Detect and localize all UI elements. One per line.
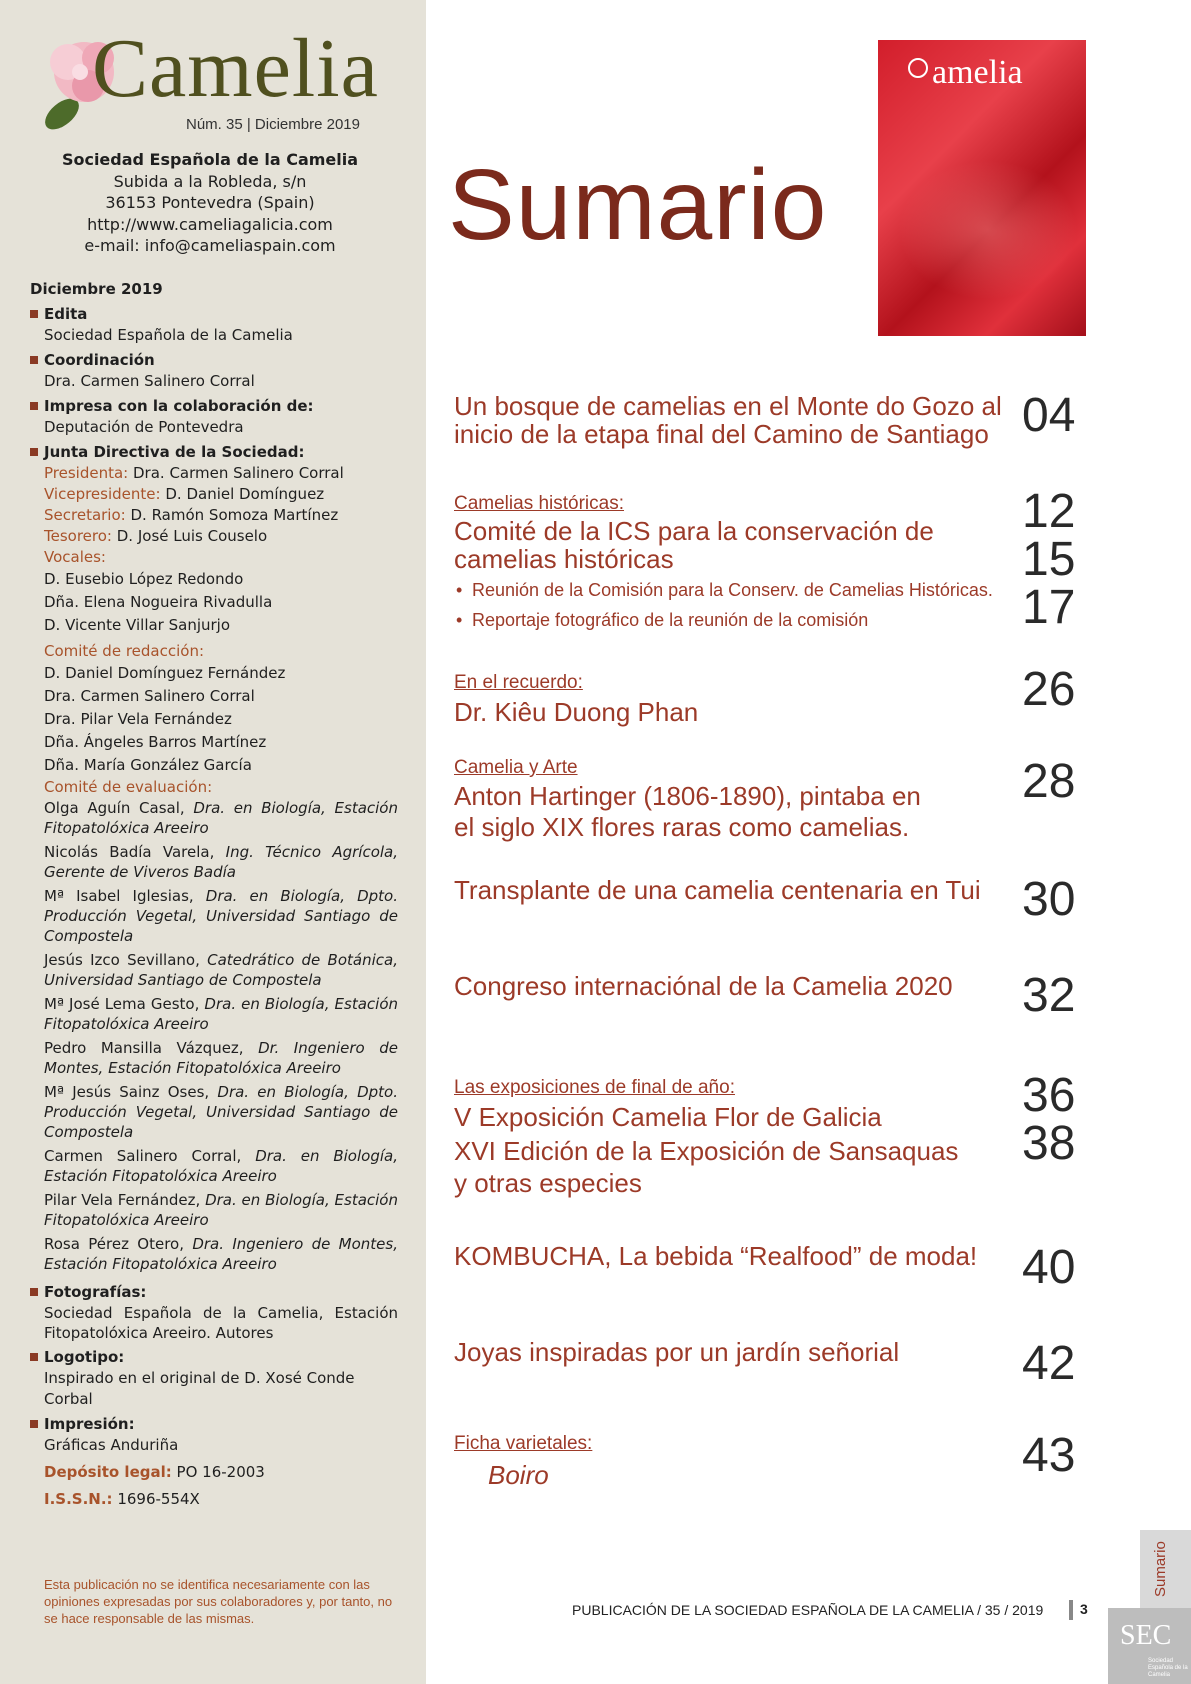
evaluacion-item bbox=[30, 1234, 398, 1274]
redaccion-item: Dña. Ángeles Barros Martínez bbox=[44, 733, 267, 751]
evaluator-name: Mª Jesús Sainz Oses, bbox=[44, 1083, 210, 1101]
impresion-heading: Impresión: bbox=[30, 1414, 398, 1435]
vocal-item: Dña. Elena Nogueira Rivadulla bbox=[44, 593, 273, 611]
evaluacion-label: Comité de evaluación: bbox=[44, 778, 213, 796]
toc-page-number: 32 bbox=[1022, 969, 1076, 1022]
magazine-cover-image bbox=[878, 40, 1086, 336]
toc-subitem: • Reportaje fotográfico de la reunión de la comisión bbox=[454, 609, 1054, 631]
issue-date: Diciembre 2019 bbox=[30, 280, 163, 298]
toc-article: Transplante de una camelia centenaria en Tui bbox=[454, 875, 981, 905]
toc-article: Boiro bbox=[488, 1460, 549, 1490]
evaluator-role: Dra. en Biología, Estación Fitopatolóxica Areeiro bbox=[44, 1191, 398, 1229]
evaluator-role: Dr. Ingeniero de Montes, Estación Fitopatolóxica Areeiro bbox=[44, 1039, 398, 1077]
evaluacion-item bbox=[30, 1038, 398, 1078]
toc-page-number: 15 bbox=[1022, 533, 1076, 586]
deposito-value: PO 16-2003 bbox=[176, 1463, 265, 1481]
vocal-item: D. Eusebio López Redondo bbox=[44, 570, 244, 588]
logotipo-heading: Logotipo: bbox=[30, 1347, 398, 1368]
redaccion-item: D. Daniel Domínguez Fernández bbox=[44, 664, 286, 682]
org-email-link[interactable]: e-mail: info@cameliaspain.com bbox=[84, 236, 336, 255]
toc-article: Anton Hartinger (1806-1890), pintaba en el siglo XIX flores raras como camelias. bbox=[454, 781, 921, 842]
coordinacion-heading: Coordinación bbox=[30, 350, 398, 371]
evaluacion-item bbox=[30, 798, 398, 838]
secretario-value: D. Ramón Somoza Martínez bbox=[130, 506, 339, 524]
toc-category: En el recuerdo: bbox=[454, 672, 583, 693]
issn-label: I.S.S.N.: bbox=[44, 1490, 113, 1508]
edita-heading: Edita bbox=[30, 304, 398, 325]
evaluator-name: Pedro Mansilla Vázquez, bbox=[44, 1039, 244, 1057]
deposito-label: Depósito legal: bbox=[44, 1463, 172, 1481]
evaluacion-item bbox=[30, 1082, 398, 1142]
toc-article: Dr. Kiêu Duong Phan bbox=[454, 697, 699, 727]
org-block bbox=[30, 149, 390, 257]
redaccion-item: Dra. Pilar Vela Fernández bbox=[44, 710, 232, 728]
evaluator-role: Dra. en Biología, Estación Fitopatolóxica Areeiro bbox=[44, 995, 398, 1033]
toc-article: Un bosque de camelias en el Monte do Gozo al inicio de la etapa final del Camino de Santiago bbox=[454, 391, 1002, 449]
evaluacion-item bbox=[30, 1190, 398, 1230]
sec-logo-text: SEC bbox=[1120, 1620, 1172, 1651]
evaluator-name: Mª Isabel Iglesias, bbox=[44, 887, 194, 905]
org-address-1: Subida a la Robleda, s/n bbox=[113, 171, 307, 191]
sec-logo bbox=[1108, 1608, 1191, 1684]
toc-page-number: 26 bbox=[1022, 663, 1076, 716]
toc-page-number: 43 bbox=[1022, 1429, 1076, 1482]
toc-page-number: 42 bbox=[1022, 1337, 1076, 1390]
logo-wordmark: Camelia bbox=[92, 22, 379, 115]
evaluator-name: Olga Aguín Casal, bbox=[44, 799, 185, 817]
evaluator-name: Rosa Pérez Otero, bbox=[44, 1235, 184, 1253]
evaluator-name: Carmen Salinero Corral, bbox=[44, 1147, 242, 1165]
redaccion-item: Dra. Carmen Salinero Corral bbox=[44, 687, 255, 705]
toc-article: Comité de la ICS para la conservación de camelias históricas bbox=[454, 516, 934, 574]
evaluator-name: Pilar Vela Fernández, bbox=[44, 1191, 201, 1209]
page-title: Sumario bbox=[448, 149, 828, 261]
coordinacion-value: Dra. Carmen Salinero Corral bbox=[44, 372, 255, 390]
toc-category: Camelias históricas: bbox=[454, 493, 624, 514]
toc-page-number: 12 bbox=[1022, 485, 1076, 538]
org-website-link[interactable]: http://www.cameliagalicia.com bbox=[87, 214, 333, 234]
redaccion-item: Dña. María González García bbox=[44, 756, 252, 774]
footer-publication-line: PUBLICACIÓN DE LA SOCIEDAD ESPAÑOLA DE LA CAMELIA / 35 / 2019 bbox=[572, 1602, 1044, 1618]
vice-value: D. Daniel Domínguez bbox=[165, 485, 325, 503]
camelia-logo bbox=[32, 22, 402, 136]
toc-entry[interactable] bbox=[454, 972, 1054, 1000]
evaluator-name: Mª José Lema Gesto, bbox=[44, 995, 200, 1013]
evaluator-role: Dra. en Biología, Dpto. Producción Vegetal, Universidad Santiago de Compostela bbox=[44, 887, 398, 945]
evaluator-role: Catedrático de Botánica, Universidad Santiago de Compostela bbox=[44, 951, 398, 989]
impresion-value: Gráficas Anduriña bbox=[44, 1436, 179, 1454]
cover-flower-icon bbox=[908, 58, 928, 78]
org-address-2: 36153 Pontevedra (Spain) bbox=[105, 193, 315, 212]
sec-logo-subtext: Sociedad Española de la Camelia bbox=[1148, 1658, 1188, 1678]
issue-number: Núm. 35 | Diciembre 2019 bbox=[186, 116, 360, 133]
toc-entry[interactable] bbox=[454, 1432, 1054, 1489]
evaluator-role: Dra. en Biología, Estación Fitopatolóxica Areeiro bbox=[44, 1147, 398, 1185]
vocal-item: D. Vicente Villar Sanjurjo bbox=[44, 616, 231, 634]
toc-entry[interactable] bbox=[454, 392, 1054, 448]
toc-article: KOMBUCHA, La bebida “Realfood” de moda! bbox=[454, 1241, 978, 1271]
presidenta-value: Dra. Carmen Salinero Corral bbox=[133, 464, 344, 482]
vocales-label: Vocales: bbox=[44, 548, 106, 566]
toc-article: V Exposición Camelia Flor de Galicia bbox=[454, 1102, 882, 1132]
junta-heading: Junta Directiva de la Sociedad: bbox=[30, 442, 398, 463]
evaluator-role: Dra. en Biología, Dpto. Producción Vegetal, Universidad Santiago de Compostela bbox=[44, 1083, 398, 1141]
fotografias-value: Sociedad Española de la Camelia, Estación Fitopatolóxica Areeiro. Autores bbox=[44, 1304, 398, 1342]
secretario-label: Secretario: bbox=[44, 506, 126, 524]
evaluacion-item bbox=[30, 886, 398, 946]
issn-value: 1696-554X bbox=[117, 1490, 200, 1508]
toc-entry[interactable] bbox=[454, 671, 1054, 726]
impresa-heading: Impresa con la colaboración de: bbox=[30, 396, 398, 417]
toc-entry[interactable] bbox=[454, 1242, 1054, 1270]
toc-article: XVI Edición de la Exposición de Sansaquas y otras especies bbox=[454, 1136, 959, 1198]
toc-subitem: • Reunión de la Comisión para la Conserv. de Camelias Históricas. bbox=[454, 579, 1054, 601]
toc-entry[interactable] bbox=[454, 876, 1054, 904]
toc-entry[interactable] bbox=[454, 756, 1054, 843]
toc-category: Las exposiciones de final de año: bbox=[454, 1077, 735, 1098]
tesorero-label: Tesorero: bbox=[44, 527, 112, 545]
evaluacion-item bbox=[30, 842, 398, 882]
org-name: Sociedad Española de la Camelia bbox=[61, 150, 359, 169]
toc-page-number: 17 bbox=[1022, 581, 1076, 634]
deposito-line bbox=[30, 1462, 398, 1483]
evaluator-role: Dra. Ingeniero de Montes, Estación Fitopatolóxica Areeiro bbox=[44, 1235, 398, 1273]
toc-article: Joyas inspiradas por un jardín señorial bbox=[454, 1337, 900, 1367]
evaluacion-item bbox=[30, 994, 398, 1034]
toc-page-number: 04 bbox=[1022, 389, 1076, 442]
toc-page-number: 36 bbox=[1022, 1069, 1076, 1122]
cover-logo: amelia bbox=[932, 54, 1023, 91]
toc-category: Camelia y Arte bbox=[454, 757, 578, 778]
vice-line bbox=[30, 484, 398, 505]
edita-value: Sociedad Española de la Camelia bbox=[44, 326, 293, 344]
evaluacion-item bbox=[30, 950, 398, 990]
secretario-line bbox=[30, 505, 398, 526]
impresa-value: Deputación de Pontevedra bbox=[44, 418, 244, 436]
section-tab-label: Sumario bbox=[1152, 1541, 1169, 1597]
tesorero-value: D. José Luis Couselo bbox=[116, 527, 268, 545]
toc-entry[interactable] bbox=[454, 1076, 1054, 1199]
toc-entry[interactable] bbox=[454, 492, 1054, 631]
issn-line bbox=[30, 1489, 398, 1510]
footer-divider bbox=[1069, 1600, 1073, 1620]
evaluacion-item bbox=[30, 1146, 398, 1186]
credits bbox=[30, 279, 398, 1510]
toc-category: Ficha varietales: bbox=[454, 1433, 593, 1454]
fotografias-heading: Fotografías: bbox=[30, 1282, 398, 1303]
sidebar bbox=[0, 0, 426, 1684]
evaluator-role: Dra. en Biología, Estación Fitopatolóxica Areeiro bbox=[44, 799, 398, 837]
presidenta-line bbox=[30, 463, 398, 484]
toc-page-number: 28 bbox=[1022, 755, 1076, 808]
redaccion-label: Comité de redacción: bbox=[44, 642, 205, 660]
toc-article: Congreso internaciónal de la Camelia 2020 bbox=[454, 971, 953, 1001]
presidenta-label: Presidenta: bbox=[44, 464, 129, 482]
evaluator-name: Jesús Izco Sevillano, bbox=[44, 951, 200, 969]
logotipo-value: Inspirado en el original de D. Xosé Conde Corbal bbox=[44, 1369, 355, 1408]
tesorero-line bbox=[30, 526, 398, 547]
toc-page-number: 30 bbox=[1022, 873, 1076, 926]
evaluator-role: Ing. Técnico Agrícola, Gerente de Viveros Badía bbox=[44, 843, 398, 881]
toc-entry[interactable] bbox=[454, 1338, 1054, 1366]
footer-page-number: 3 bbox=[1080, 1601, 1088, 1617]
disclaimer: Esta publicación no se identifica necesariamente con las opiniones expresadas por sus colaboradores y, por tanto, no se hace responsable de las mismas. bbox=[44, 1577, 393, 1626]
toc-page-number: 38 bbox=[1022, 1117, 1076, 1170]
evaluator-name: Nicolás Badía Varela, bbox=[44, 843, 215, 861]
toc-page-number: 40 bbox=[1022, 1241, 1076, 1294]
vice-label: Vicepresidente: bbox=[44, 485, 161, 503]
